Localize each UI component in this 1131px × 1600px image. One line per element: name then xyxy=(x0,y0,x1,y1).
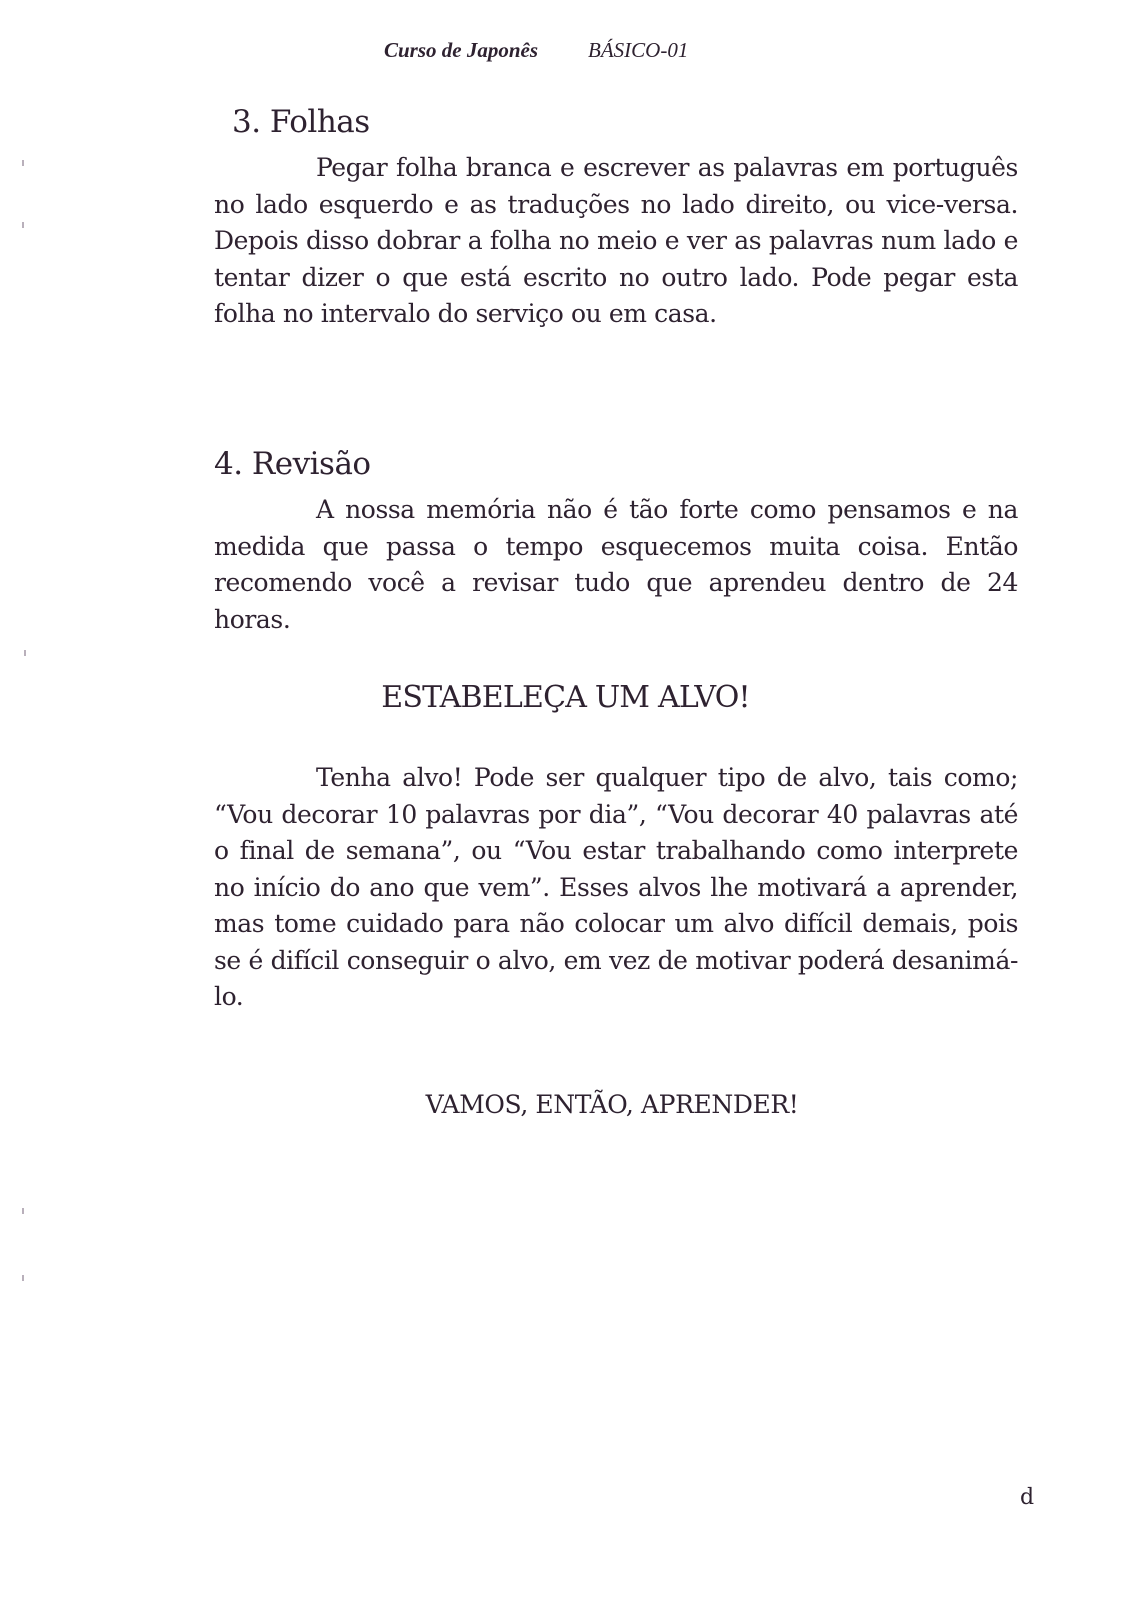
section-heading-folhas: 3. Folhas xyxy=(232,104,370,140)
section-body-alvo: Tenha alvo! Pode ser qualquer tipo de alvo, tais como; “Vou decorar 10 palavras por dia”, “Vou decorar 40 palavras até o final de semana”, ou “Vou estar trabalhando como interprete no início do ano que vem”. Esses alvos lhe motivará a aprender, mas tome cuidado para não colocar um alvo difícil demais, pois se é difícil conseguir o alvo, em vez de motivar poderá desanimá-lo. xyxy=(214,763,1018,1011)
scan-speck xyxy=(22,160,24,166)
section-heading-revisao: 4. Revisão xyxy=(214,446,371,482)
scan-speck xyxy=(22,1275,24,1281)
scan-speck xyxy=(24,650,26,656)
closing-line: VAMOS, ENTÃO, APRENDER! xyxy=(425,1090,799,1119)
page-header xyxy=(0,38,1131,68)
course-title: Curso de Japonês xyxy=(384,38,539,62)
scan-speck xyxy=(22,1208,24,1214)
section-heading-alvo: ESTABELEÇA UM ALVO! xyxy=(381,680,750,715)
section-body-folhas: Pegar folha branca e escrever as palavras em português no lado esquerdo e as traduções no lado direito, ou vice-versa. Depois disso dobrar a folha no meio e ver as palavras num lado e tentar dizer o que está escrito no outro lado. Pode pegar esta folha no intervalo do serviço ou em casa. xyxy=(214,153,1018,328)
course-level: BÁSICO-01 xyxy=(588,38,689,62)
scan-speck xyxy=(22,222,24,228)
page-mark: d xyxy=(1020,1485,1035,1510)
section-body-revisao: A nossa memória não é tão forte como pensamos e na medida que passa o tempo esquecemos muita coisa. Então recomendo você a revisar tudo que aprendeu dentro de 24 horas. xyxy=(214,495,1018,634)
